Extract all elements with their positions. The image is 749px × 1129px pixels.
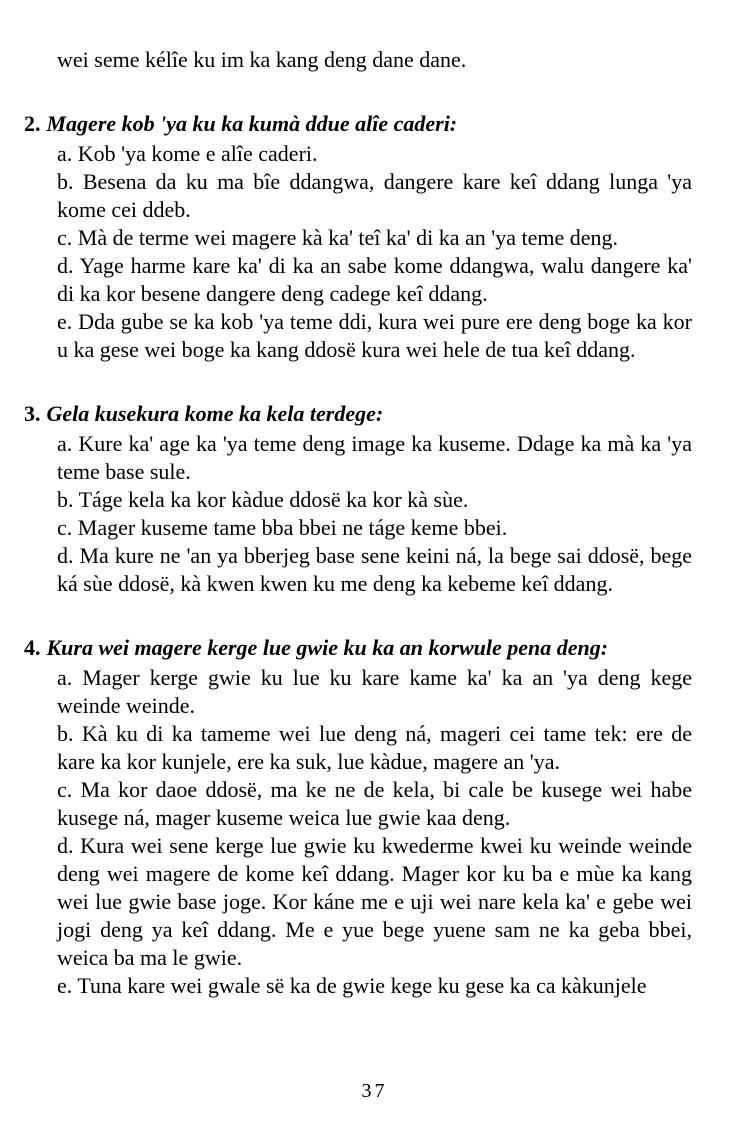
list-item: d. Yage harme kare ka' di ka an sabe kome ddangwa, walu dangere ka' di ka kor besene dangere deng cadege keî ddang.	[57, 253, 692, 306]
list-item: a. Kure ka' age ka 'ya teme deng image ka kuseme. Ddage ka mà ka 'ya teme base sule.	[57, 431, 692, 484]
section-heading	[24, 634, 692, 662]
section-title: Magere kob 'ya ku ka kumà ddue alîe caderi:	[46, 111, 458, 136]
section-number: 4.	[24, 635, 41, 660]
section-4	[24, 634, 692, 1000]
list-item: d. Kura wei sene kerge lue gwie ku kwederme kwei ku weinde weinde deng wei magere de kome keî ddang. Mager kor ku ba e mùe ka kang wei lue gwie base joge. Kor káne me e uji wei nare kela ka' e gebe wei jogi deng ya keî ddang. Me e yue bege yuene sam ne ka geba bbei, weica ba ma le gwie.	[57, 833, 692, 970]
list-item: b. Kà ku di ka tameme wei lue deng ná, mageri cei tame tek: ere de kare ka kor kunjele, ere ka suk, lue kàdue, magere an 'ya.	[57, 721, 692, 774]
list-item: e. Dda gube se ka kob 'ya teme ddi, kura wei pure ere deng boge ka kor u ka gese wei boge ka kang ddosë kura wei hele de tua keî ddang.	[57, 309, 692, 362]
list-item: c. Ma kor daoe ddosë, ma ke ne de kela, bi cale be kusege wei habe kusege ná, mager kuseme weica lue gwie kaa deng.	[57, 777, 692, 830]
list-item: c. Mager kuseme tame bba bbei ne táge keme bbei.	[57, 515, 508, 540]
list-item: d. Ma kure ne 'an ya bberjeg base sene keini ná, la bege sai ddosë, bege ká sùe ddosë, kà kwen kwen ku me deng ka kebeme keî ddang.	[57, 543, 692, 596]
list-item: c. Mà de terme wei magere kà ka' teî ka' di ka an 'ya teme deng.	[57, 225, 619, 250]
list-item: b. Táge kela ka kor kàdue ddosë ka kor kà sùe.	[57, 487, 469, 512]
section-title: Gela kusekura kome ka kela terdege:	[46, 401, 384, 426]
list-item: e. Tuna kare wei gwale së ka de gwie kege ku gese ka ca kàkunjele	[57, 973, 647, 998]
list-item: a. Mager kerge gwie ku lue ku kare kame ka' ka an 'ya deng kege weinde weinde.	[57, 665, 692, 718]
list-item: b. Besena da ku ma bîe ddangwa, dangere kare keî ddang lunga 'ya kome cei ddeb.	[57, 169, 692, 222]
section-2	[24, 110, 692, 364]
section-number: 3.	[24, 401, 41, 426]
section-number: 2.	[24, 111, 41, 136]
list-item: a. Kob 'ya kome e alîe caderi.	[57, 141, 318, 166]
intro-paragraph: wei seme kélîe ku im ka kang deng dane dane.	[57, 47, 467, 72]
page-number: 37	[361, 1080, 388, 1102]
section-3	[24, 400, 692, 598]
section-heading	[24, 400, 692, 428]
section-heading	[24, 110, 692, 138]
section-title: Kura wei magere kerge lue gwie ku ka an korwule pena deng:	[46, 635, 609, 660]
